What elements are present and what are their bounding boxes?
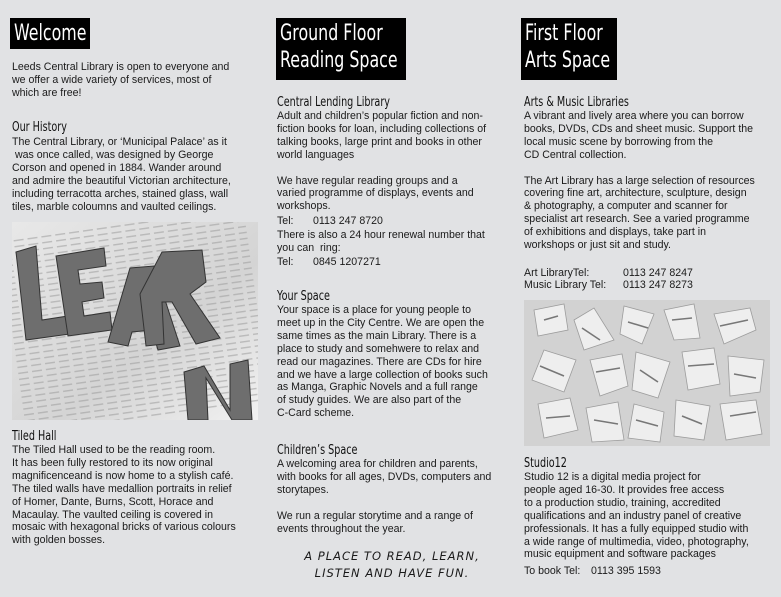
music-phone: 0113 247 8273 bbox=[623, 279, 693, 292]
arts-tel-table bbox=[524, 267, 693, 292]
slogan: A PLACE TO READ, LEARN, LISTEN AND HAVE FUN. bbox=[304, 549, 480, 580]
studio12-heading: Studio12 bbox=[524, 456, 567, 471]
book-tel-label: To book Tel: bbox=[524, 565, 581, 577]
central-lending-heading: Central Lending Library bbox=[277, 95, 390, 110]
arts-music-heading: Arts & Music Libraries bbox=[524, 95, 629, 110]
welcome-title-text: Welcome bbox=[14, 21, 87, 46]
our-history-heading: Our History bbox=[12, 120, 67, 135]
childrens-space-heading: Children’s Space bbox=[277, 443, 358, 458]
music-tel-label: Music Library Tel: bbox=[524, 279, 607, 292]
ground-floor-title bbox=[276, 18, 406, 80]
art-tel-label: Art LibraryTel: bbox=[524, 267, 590, 279]
tiled-hall-heading: Tiled Hall bbox=[12, 429, 57, 444]
tel-label: Tel: bbox=[277, 215, 294, 227]
central-lending-text: Adult and children’s popular fiction and non- fiction books for loan, including collections of talking books, large print and books in other world languages We have regular reading groups and a varied programme of displays, events and workshops. bbox=[277, 110, 487, 213]
childrens-space-text: A welcoming area for children and parents, with books for all ages, DVDs, computers and storytapes. We run a regular storytime and a range of events throughout the year. bbox=[277, 458, 492, 535]
renewal-phone: 0845 1207271 bbox=[313, 256, 381, 268]
studio12-tel bbox=[524, 565, 661, 577]
renewal-tel bbox=[277, 256, 381, 268]
lending-phone: 0113 247 8720 bbox=[313, 215, 383, 227]
art-phone: 0113 247 8247 bbox=[623, 267, 693, 279]
ground-floor-title-text: Ground Floor Reading Space bbox=[280, 21, 398, 73]
studio12-phone: 0113 395 1593 bbox=[591, 565, 661, 577]
first-floor-title-text: First Floor Arts Space bbox=[525, 21, 611, 73]
paper-letters-photo bbox=[524, 300, 770, 446]
tiled-hall-text: The Tiled Hall used to be the reading room. It has been fully restored to its now original magnificenceand is now home to a stylish café. The tiled walls have medallion portraits in relief of Homer, Dante, Burns, Scott, Horace and Macaulay. The vaulted ceiling is covered in mosaic with hexagonal bricks of various colours with golden bosses. bbox=[12, 444, 236, 547]
renewal-text: There is also a 24 hour renewal number that you can ring: bbox=[277, 229, 485, 254]
studio12-text: Studio 12 is a digital media project for people aged 16-30. It provides free access to a production studio, training, accredited qualifications and an industry panel of creative professionals. It has a fully equipped studio with a wide range of multimedia, video, photography, music equipment and software packages bbox=[524, 471, 749, 561]
your-space-heading: Your Space bbox=[277, 289, 330, 304]
arts-music-text: A vibrant and lively area where you can borrow books, DVDs, CDs and sheet music. Support the local music scene by borrowing from the CD Central collection. The Art Library has a large selection of resources covering fine art, architecture, sculpture, design & photography, a computer and scanner for specialist art research. See a varied programme of exhibitions and displays, take part in workshops or just sit and study. bbox=[524, 110, 755, 252]
your-space-text: Your space is a place for young people to meet up in the City Centre. We are open the same times as the main Library. There is a place to study and somehwere to relax and read our magazines. There are CDs for hire and we have a large collection of books such as Manga, Graphic Novels and a full range of study guides. We are also part of the C-Card scheme. bbox=[277, 304, 488, 420]
welcome-title bbox=[10, 18, 90, 49]
tel-label: Tel: bbox=[277, 256, 294, 268]
lending-tel bbox=[277, 215, 383, 227]
learn-letters-photo bbox=[12, 222, 258, 420]
our-history-text: The Central Library, or ‘Municipal Palace’ as it was once called, was designed by George Corson and opened in 1884. Wander around and admire the beautiful Victorian architecture, including terracotta arches, stained glass, wall tiles, marble coloumns and vaulted ceilings. bbox=[12, 136, 231, 213]
first-floor-title bbox=[521, 18, 617, 80]
intro-text: Leeds Central Library is open to everyone and we offer a wide variety of services, most of which are free! bbox=[12, 61, 230, 99]
